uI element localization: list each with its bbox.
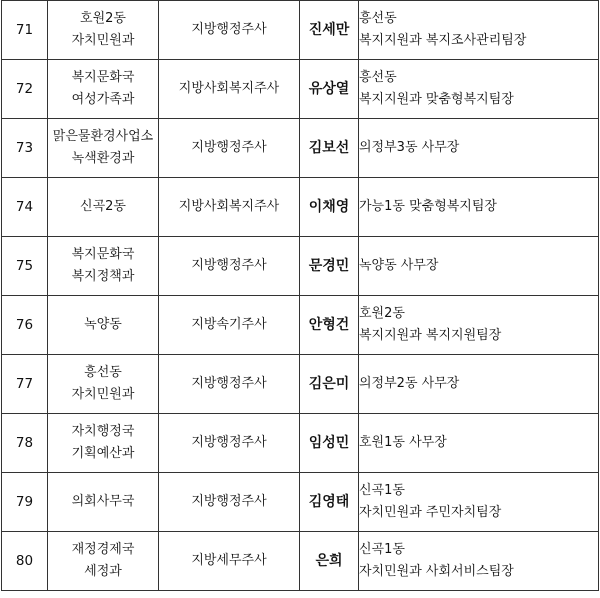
employee-name: 안형건 (308, 317, 350, 333)
current-department-line: 호원2동 (80, 11, 126, 26)
employee-name: 문경민 (308, 258, 350, 274)
table-row (2, 237, 599, 296)
job-grade-cell (159, 532, 300, 591)
current-department-cell (48, 119, 159, 178)
new-post-cell (359, 178, 599, 237)
job-grade-cell (159, 1, 300, 60)
new-post-cell (359, 414, 599, 473)
employee-name-cell (300, 532, 359, 591)
employee-name-cell (300, 473, 359, 532)
current-department-line: 기획예산과 (71, 446, 135, 461)
job-grade-cell (159, 355, 300, 414)
row-number: 75 (15, 258, 34, 274)
current-department-cell (48, 178, 159, 237)
table-row (2, 532, 599, 591)
current-department-cell (48, 532, 159, 591)
new-post-cell (359, 60, 599, 119)
employee-name-cell (300, 414, 359, 473)
row-number-cell (2, 532, 48, 591)
new-post-line: 신곡1동 (359, 542, 405, 557)
job-grade: 지방속기주사 (191, 317, 267, 332)
new-post-cell (359, 532, 599, 591)
row-number: 73 (15, 140, 34, 156)
current-department-line: 자치행정국 (71, 424, 135, 439)
employee-name: 진세만 (308, 22, 350, 38)
current-department-cell (48, 237, 159, 296)
new-post-line: 의정부2동 사무장 (359, 376, 460, 391)
table-row (2, 473, 599, 532)
job-grade: 지방사회복지주사 (178, 81, 280, 96)
row-number-cell (2, 414, 48, 473)
current-department-line: 자치민원과 (71, 387, 135, 402)
row-number-cell (2, 473, 48, 532)
current-department-line: 재정경제국 (71, 542, 135, 557)
job-grade: 지방세무주사 (191, 553, 267, 568)
employee-name-cell (300, 119, 359, 178)
new-post-cell (359, 355, 599, 414)
employee-name: 은희 (315, 553, 343, 569)
job-grade: 지방행정주사 (191, 22, 267, 37)
new-post-line: 자치민원과 사회서비스팀장 (359, 564, 514, 579)
row-number: 77 (15, 376, 34, 392)
employee-name: 김보선 (308, 140, 350, 156)
current-department-cell (48, 296, 159, 355)
current-department-cell (48, 473, 159, 532)
employee-name-cell (300, 237, 359, 296)
employee-name: 이채영 (308, 199, 350, 215)
personnel-table-body (2, 1, 599, 591)
current-department-line: 자치민원과 (71, 33, 135, 48)
current-department-cell (48, 414, 159, 473)
new-post-line: 호원1동 사무장 (359, 435, 447, 450)
current-department-line: 복지정책과 (71, 269, 135, 284)
job-grade: 지방행정주사 (191, 494, 267, 509)
new-post-line: 호원2동 (359, 306, 405, 321)
job-grade-cell (159, 60, 300, 119)
current-department-line: 여성가족과 (71, 92, 135, 107)
row-number-cell (2, 60, 48, 119)
job-grade: 지방행정주사 (191, 435, 267, 450)
row-number-cell (2, 296, 48, 355)
current-department-line: 세정과 (84, 564, 122, 579)
row-number: 79 (15, 494, 34, 510)
row-number: 74 (15, 199, 34, 215)
row-number-cell (2, 237, 48, 296)
job-grade-cell (159, 237, 300, 296)
employee-name-cell (300, 296, 359, 355)
current-department-line: 녹색환경과 (71, 151, 135, 166)
job-grade-cell (159, 178, 300, 237)
table-row (2, 1, 599, 60)
row-number: 76 (15, 317, 34, 333)
new-post-line: 의정부3동 사무장 (359, 140, 460, 155)
current-department-line: 복지문화국 (71, 70, 135, 85)
new-post-cell (359, 473, 599, 532)
job-grade-cell (159, 296, 300, 355)
row-number: 72 (15, 81, 34, 97)
current-department-cell (48, 1, 159, 60)
job-grade-cell (159, 473, 300, 532)
current-department-cell (48, 60, 159, 119)
current-department-line: 신곡2동 (80, 199, 126, 214)
current-department-line: 흥선동 (84, 365, 122, 380)
employee-name: 임성민 (308, 435, 350, 451)
new-post-line: 자치민원과 주민자치팀장 (359, 505, 502, 520)
current-department-line: 복지문화국 (71, 247, 135, 262)
new-post-cell (359, 119, 599, 178)
employee-name-cell (300, 60, 359, 119)
row-number-cell (2, 178, 48, 237)
employee-name: 김영태 (308, 494, 350, 510)
employee-name-cell (300, 178, 359, 237)
table-row (2, 178, 599, 237)
new-post-cell (359, 296, 599, 355)
table-row (2, 355, 599, 414)
new-post-line: 흥선동 (359, 11, 397, 26)
table-row (2, 119, 599, 178)
current-department-line: 의회사무국 (71, 494, 135, 509)
employee-name-cell (300, 1, 359, 60)
new-post-line: 녹양동 사무장 (359, 258, 439, 273)
new-post-line: 복지지원과 복지조사관리팀장 (359, 33, 527, 48)
current-department-line: 맑은물환경사업소 (52, 129, 154, 144)
row-number-cell (2, 355, 48, 414)
job-grade: 지방행정주사 (191, 258, 267, 273)
employee-name-cell (300, 355, 359, 414)
row-number-cell (2, 1, 48, 60)
new-post-line: 흥선동 (359, 70, 397, 85)
new-post-cell (359, 237, 599, 296)
job-grade: 지방행정주사 (191, 376, 267, 391)
new-post-line: 복지지원과 맞춤형복지팀장 (359, 92, 514, 107)
new-post-line: 복지지원과 복지지원팀장 (359, 328, 502, 343)
personnel-table (1, 0, 599, 591)
current-department-cell (48, 355, 159, 414)
table-row (2, 60, 599, 119)
row-number: 71 (15, 22, 34, 38)
job-grade: 지방행정주사 (191, 140, 267, 155)
employee-name: 유상열 (308, 81, 350, 97)
row-number: 78 (15, 435, 34, 451)
new-post-line: 신곡1동 (359, 483, 405, 498)
job-grade: 지방사회복지주사 (178, 199, 280, 214)
table-row (2, 414, 599, 473)
table-row (2, 296, 599, 355)
row-number-cell (2, 119, 48, 178)
job-grade-cell (159, 119, 300, 178)
row-number: 80 (15, 553, 34, 569)
new-post-cell (359, 1, 599, 60)
new-post-line: 가능1동 맞춤형복지팀장 (359, 199, 497, 214)
current-department-line: 녹양동 (84, 317, 122, 332)
employee-name: 김은미 (308, 376, 350, 392)
job-grade-cell (159, 414, 300, 473)
